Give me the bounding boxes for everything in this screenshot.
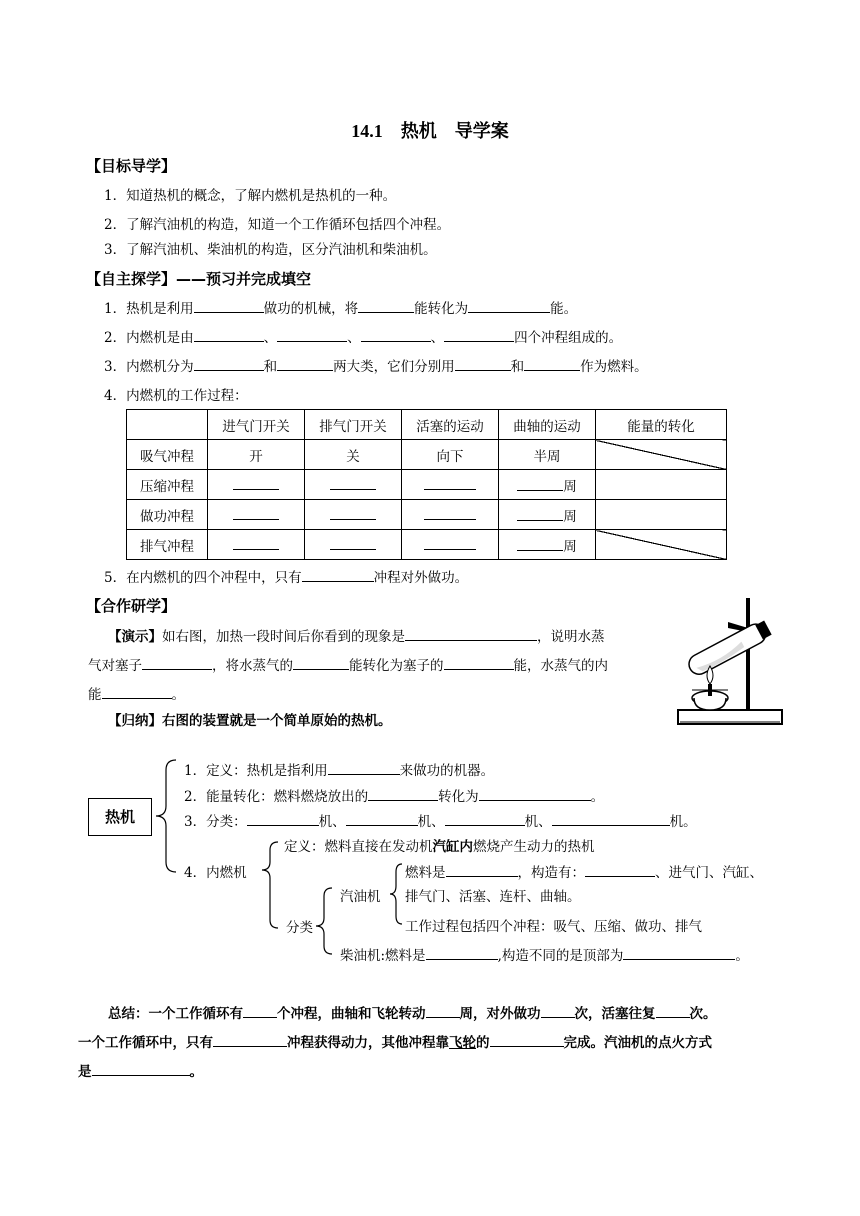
- tree-definition: 1．定义：热机是指利用 来做功的机器。: [184, 763, 495, 779]
- self-study-heading: 【自主探学】——预习并完成填空: [86, 270, 312, 288]
- table-header: 进气门开关: [208, 410, 305, 440]
- blank[interactable]: [623, 946, 735, 960]
- blank[interactable]: [92, 1062, 190, 1076]
- blank[interactable]: [328, 761, 400, 775]
- blank[interactable]: [479, 787, 591, 801]
- table-cell: 半周: [499, 440, 596, 470]
- blank[interactable]: [368, 787, 438, 801]
- goals-heading: 【目标导学】: [86, 157, 177, 175]
- table-row: 排气冲程 周: [127, 530, 727, 560]
- page-title: 14.1 热机 导学案: [351, 121, 509, 141]
- ice-classification: 分类: [286, 920, 313, 936]
- blank[interactable]: [552, 812, 670, 826]
- table-header: 能量的转化: [596, 410, 727, 440]
- blank[interactable]: [426, 946, 498, 960]
- row-name: 吸气冲程: [127, 440, 208, 470]
- row-name: 压缩冲程: [127, 470, 208, 500]
- goal-item: 1．知道热机的概念，了解内燃机是热机的一种。: [104, 188, 397, 204]
- gasoline-line-2: 排气门、活塞、连杆、曲轴。: [405, 889, 581, 905]
- blank[interactable]: [243, 1004, 277, 1018]
- question-5: 5．在内燃机的四个冲程中，只有 冲程对外做功。: [104, 570, 469, 586]
- table-header: 活塞的运动: [402, 410, 499, 440]
- table-header: 曲轴的运动: [499, 410, 596, 440]
- table-cell: 向下: [402, 440, 499, 470]
- blank[interactable]: [445, 812, 525, 826]
- demo-line-2: 气对塞子 ，将水蒸气的 能转化为塞子的 能，水蒸气的内: [88, 658, 608, 674]
- blank[interactable]: [213, 1033, 287, 1047]
- blank[interactable]: [346, 812, 418, 826]
- gasoline-line-3: 工作过程包括四个冲程：吸气、压缩、做功、排气: [405, 919, 702, 935]
- demo-line-3: 能 。: [88, 687, 185, 703]
- question-4: 4．内燃机的工作过程：: [104, 388, 248, 404]
- row-name: 做功冲程: [127, 500, 208, 530]
- table-row: 做功冲程 周: [127, 500, 727, 530]
- coop-heading: 【合作研学】: [86, 597, 177, 615]
- goal-item: 2．了解汽油机的构造，知道一个工作循环包括四个冲程。: [104, 217, 451, 233]
- blank[interactable]: [247, 812, 319, 826]
- blank[interactable]: [585, 863, 655, 877]
- tree-ice: 4．内燃机: [184, 865, 247, 881]
- row-name: 排气冲程: [127, 530, 208, 560]
- table-cell: 开: [208, 440, 305, 470]
- conclusion-line-3: 是 。: [78, 1064, 203, 1080]
- tree-classification: 3．分类： 机、 机、 机、 机。: [184, 814, 697, 830]
- table-row: 压缩冲程 周: [127, 470, 727, 500]
- table-header: 排气门开关: [305, 410, 402, 440]
- tree-root-label: 热机: [88, 798, 152, 836]
- blank[interactable]: [541, 1004, 575, 1018]
- conclusion-line-1: 总结：一个工作循环有 个冲程，曲轴和飞轮转动 周，对外做功 次，活塞往复 次。: [108, 1006, 717, 1022]
- summary-line: 【归纳】右图的装置就是一个简单原始的热机。: [108, 713, 392, 729]
- goal-item: 3．了解汽油机、柴油机的构造，区分汽油机和柴油机。: [104, 242, 437, 258]
- conclusion-line-2: 一个工作循环中，只有 冲程获得动力，其他冲程靠飞轮的 完成。汽油机的点火方式: [78, 1035, 712, 1051]
- blank[interactable]: [446, 863, 518, 877]
- question-2: 2．内燃机是由 、 、 、 四个冲程组成的。: [104, 330, 623, 346]
- tree-energy: 2．能量转化：燃料燃烧放出的 转化为 。: [184, 789, 605, 805]
- question-1: 1．热机是利用 做功的机械，将 能转化为 能。: [104, 301, 578, 317]
- blank[interactable]: [426, 1004, 460, 1018]
- blank[interactable]: [656, 1004, 690, 1018]
- question-3: 3．内燃机分为 和 两大类，它们分别用 和 作为燃料。: [104, 359, 648, 375]
- gasoline-line-1: 燃料是 ，构造有： 、进气门、汽缸、: [405, 865, 763, 881]
- table-cell: 关: [305, 440, 402, 470]
- diesel-engine: 柴油机:燃料是 ,构造不同的是顶部为 。: [340, 948, 749, 964]
- gasoline-engine: 汽油机: [340, 889, 381, 905]
- ice-definition: 定义：燃料直接在发动机汽缸内燃烧产生动力的热机: [284, 839, 595, 855]
- blank[interactable]: [490, 1033, 564, 1047]
- demo-line-1: 【演示】如右图，加热一段时间后你看到的现象是 ，说明水蒸: [108, 629, 605, 645]
